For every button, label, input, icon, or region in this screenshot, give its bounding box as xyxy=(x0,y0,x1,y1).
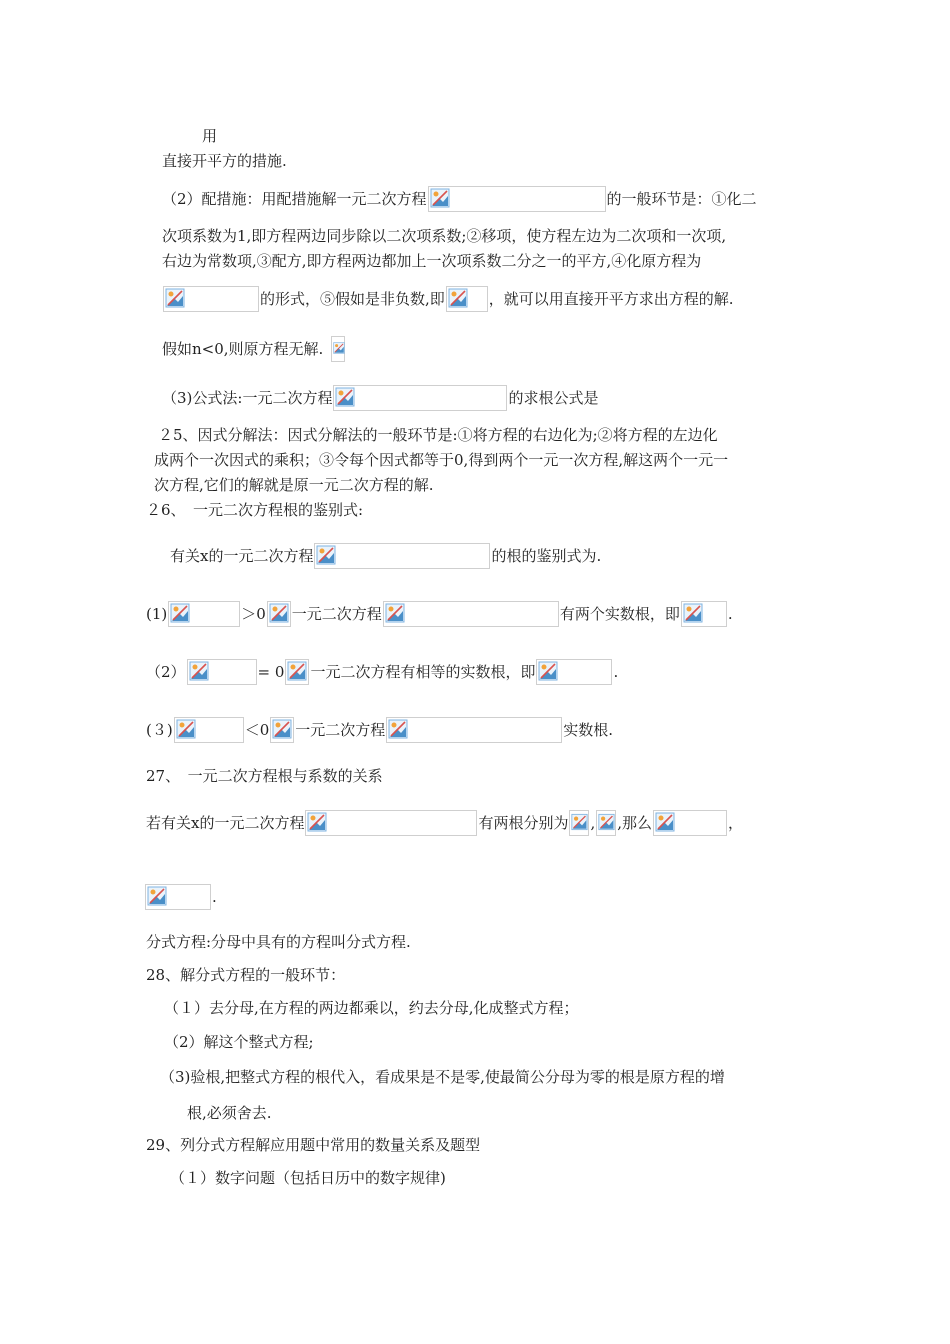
text-line xyxy=(164,997,579,1019)
text-fragment: ＜0 xyxy=(244,721,270,739)
text-fragment: 的求根公式是 xyxy=(508,389,599,407)
text-line xyxy=(146,599,733,629)
text-fragment: . xyxy=(212,888,217,906)
text-fragment: （１）去分母,在方程的两边都乘以，约去分母,化成整式方程； xyxy=(164,999,579,1017)
text-fragment: （2）解这个整式方程; xyxy=(164,1033,314,1051)
equation-image xyxy=(681,601,727,627)
equation-image xyxy=(270,717,294,743)
text-fragment: . xyxy=(613,663,619,681)
text-line xyxy=(146,657,618,687)
text-line xyxy=(162,284,734,314)
text-line xyxy=(170,1167,446,1189)
text-line xyxy=(162,150,287,172)
text-fragment: (３) xyxy=(146,721,173,739)
broken-image-icon xyxy=(388,719,408,739)
equation-image xyxy=(386,717,562,743)
text-fragment: 的形式，⑤假如是非负数,即 xyxy=(260,290,445,308)
text-fragment: 成两个一次因式的乘积；③令每个因式都等于0,得到两个一元一次方程,解这两个一元一 xyxy=(154,451,729,469)
text-line xyxy=(162,250,701,272)
text-fragment: 直接开平方的措施. xyxy=(162,152,287,170)
text-fragment: 的根的鉴别式为. xyxy=(491,547,602,565)
text-fragment: 若有关x的一元二次方程 xyxy=(146,814,305,832)
text-fragment: （2）配措施：用配措施解一元二次方程 xyxy=(162,190,427,208)
section-heading xyxy=(146,964,345,986)
text-fragment: (1) xyxy=(146,605,168,623)
text-fragment: （3)验根,把整式方程的根代入，看成果是不是零,使最简公分母为零的根是原方程的增 xyxy=(160,1068,725,1086)
text-fragment: 有两个实数根，即 xyxy=(559,605,680,623)
text-fragment: ２6、 一元二次方程根的鉴别式: xyxy=(146,501,364,519)
text-fragment: ＞0 xyxy=(241,605,266,623)
equation-image xyxy=(145,884,211,910)
equation-image xyxy=(446,286,488,312)
text-fragment: ,那么 xyxy=(617,814,653,832)
text-line xyxy=(187,1102,272,1124)
text-fragment: 次方程,它们的解就是原一元二次方程的解. xyxy=(154,476,434,494)
text-fragment: 右边为常数项,③配方,即方程两边都加上一次项系数二分之一的平方,④化原方程为 xyxy=(162,252,702,270)
text-line xyxy=(154,474,434,496)
text-line xyxy=(154,449,728,471)
equation-image xyxy=(596,810,616,836)
text-fragment: （2） xyxy=(146,663,186,681)
section-heading xyxy=(146,499,363,521)
equation-image xyxy=(536,659,612,685)
broken-image-icon xyxy=(189,661,209,681)
broken-image-icon xyxy=(571,812,588,832)
broken-image-icon xyxy=(430,188,450,208)
equation-image xyxy=(314,543,490,569)
text-line xyxy=(202,125,217,147)
text-line xyxy=(162,184,757,214)
broken-image-icon xyxy=(287,661,307,681)
broken-image-icon xyxy=(307,812,327,832)
text-line xyxy=(162,383,598,413)
equation-image xyxy=(174,717,244,743)
text-line xyxy=(170,541,601,571)
equation-image xyxy=(267,601,291,627)
text-fragment: 有两根分别为 xyxy=(478,814,569,832)
text-fragment: 用 xyxy=(202,127,218,145)
broken-image-icon xyxy=(385,603,405,623)
broken-image-icon xyxy=(165,288,185,308)
text-fragment: 29、列分式方程解应用题中常用的数量关系及题型 xyxy=(146,1136,481,1154)
text-fragment: 有关x的一元二次方程 xyxy=(170,547,314,565)
equation-image xyxy=(168,601,240,627)
section-heading xyxy=(146,765,383,787)
text-fragment: 28、解分式方程的一般环节： xyxy=(146,966,346,984)
text-line xyxy=(158,424,718,446)
text-fragment: 实数根. xyxy=(563,721,614,739)
broken-image-icon xyxy=(272,719,292,739)
broken-image-icon xyxy=(335,387,355,407)
equation-image xyxy=(163,286,259,312)
broken-image-icon xyxy=(316,545,336,565)
section-heading xyxy=(146,1134,480,1156)
text-line xyxy=(144,882,217,912)
text-fragment: （１）数字问题（包括日历中的数字规律) xyxy=(170,1169,446,1187)
text-fragment: 一元二次方程 xyxy=(291,605,382,623)
broken-image-icon xyxy=(448,288,468,308)
text-fragment: 假如n<0,则原方程无解. xyxy=(162,340,324,358)
text-fragment: 一元二次方程 xyxy=(295,721,386,739)
text-fragment: 次项系数为1,即方程两边同步除以二次项系数;②移项，使方程左边为二次项和一次项, xyxy=(162,227,727,245)
text-fragment: 一元二次方程有相等的实数根，即 xyxy=(310,663,536,681)
broken-image-icon xyxy=(655,812,675,832)
text-fragment: = 0 xyxy=(257,663,285,681)
text-fragment: 根,必须舍去. xyxy=(187,1104,272,1122)
broken-image-icon xyxy=(176,719,196,739)
text-line xyxy=(160,1066,725,1088)
text-fragment: 的一般环节是：①化二 xyxy=(606,190,757,208)
broken-image-icon xyxy=(538,661,558,681)
text-fragment: （3)公式法:一元二次方程 xyxy=(162,389,333,407)
text-line xyxy=(162,334,346,364)
equation-image xyxy=(383,601,559,627)
equation-image xyxy=(305,810,477,836)
equation-image xyxy=(331,336,345,362)
equation-image xyxy=(428,186,606,212)
text-line xyxy=(146,715,613,745)
equation-image xyxy=(333,385,507,411)
equation-image xyxy=(187,659,257,685)
text-fragment: 分式方程:分母中具有的方程叫分式方程. xyxy=(146,933,411,951)
text-line xyxy=(164,1031,314,1053)
text-fragment: , xyxy=(590,814,596,832)
text-fragment: ２5、因式分解法：因式分解法的一般环节是:①将方程的右边化为;②将方程的左边化 xyxy=(158,426,718,444)
equation-image xyxy=(653,810,727,836)
broken-image-icon xyxy=(333,338,345,358)
text-fragment: 27、 一元二次方程根与系数的关系 xyxy=(146,767,383,785)
text-fragment: ，就可以用直接开平方求出方程的解. xyxy=(488,290,734,308)
equation-image xyxy=(285,659,309,685)
text-line xyxy=(162,225,726,247)
broken-image-icon xyxy=(683,603,703,623)
text-line xyxy=(146,931,411,953)
text-fragment: ， xyxy=(728,814,744,832)
broken-image-icon xyxy=(269,603,289,623)
text-line xyxy=(146,808,743,838)
broken-image-icon xyxy=(147,886,167,906)
broken-image-icon xyxy=(598,812,615,832)
equation-image xyxy=(569,810,589,836)
text-fragment: . xyxy=(727,605,733,623)
broken-image-icon xyxy=(170,603,190,623)
